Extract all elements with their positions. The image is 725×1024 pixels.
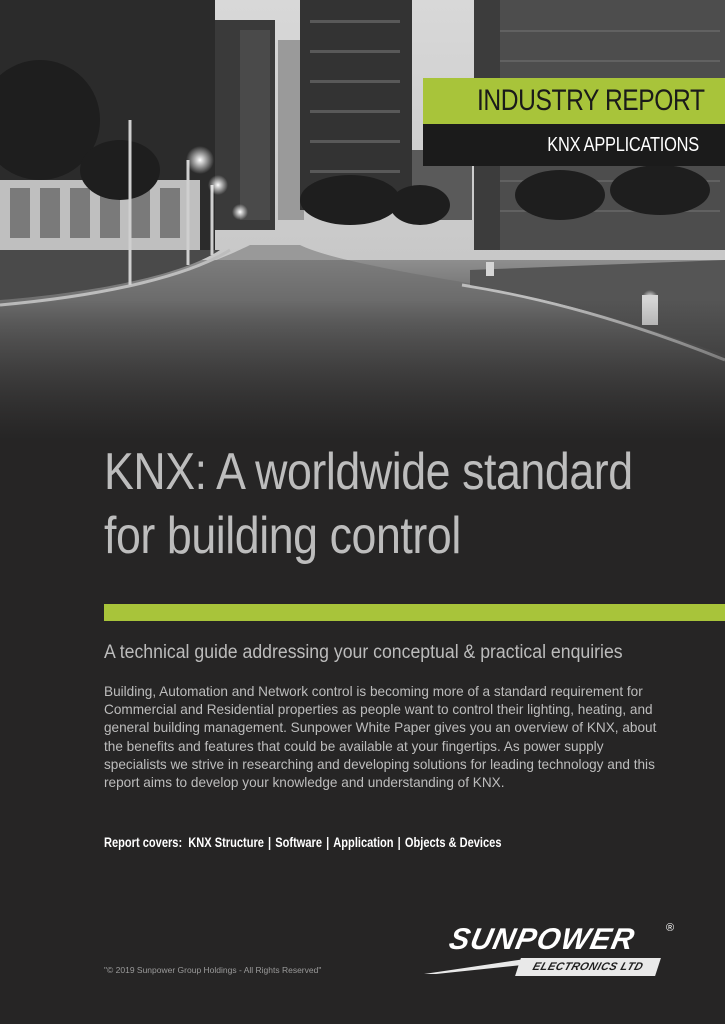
covers-separator: |: [326, 835, 330, 850]
sunpower-logo: [422, 924, 682, 980]
logo-wordmark: SUNPOWER: [446, 923, 638, 956]
covers-label: Report covers:: [104, 835, 183, 850]
covers-item: Objects & Devices: [404, 835, 502, 850]
report-type-tag: [423, 78, 725, 166]
page-title: [104, 440, 714, 568]
covers-separator: |: [268, 835, 272, 850]
registered-mark: ®: [666, 922, 675, 934]
covers-item: Application: [333, 835, 394, 850]
report-covers: [104, 835, 589, 850]
subtitle: A technical guide addressing your conceptual & practical enquiries: [104, 642, 623, 663]
logo-tagline: ELECTRONICS LTD: [515, 958, 661, 976]
accent-divider: [104, 604, 725, 621]
covers-item: Software: [275, 835, 323, 850]
title-line-2: for building control: [104, 507, 461, 565]
covers-item: KNX Structure: [188, 835, 264, 850]
report-type-label: INDUSTRY REPORT: [423, 78, 725, 124]
covers-separator: |: [397, 835, 401, 850]
copyright-notice: "© 2019 Sunpower Group Holdings - All Rights Reserved": [104, 965, 322, 975]
intro-paragraph: Building, Automation and Network control is becoming more of a standard requirement for Commercial and Residential properties as people want to control their lighting, heating, and general building management. Sunpower White Paper gives you an overview of KNX, about the benefits and features that could be available at your fingertips. As power supply specialists we strive in researching and developing solutions for leading technology and this report aims to develop your knowledge and understanding of KNX.: [104, 684, 657, 791]
city-street-night-photo: [0, 0, 725, 440]
title-line-1: KNX: A worldwide standard: [104, 443, 633, 501]
report-topic-label: KNX APPLICATIONS: [423, 124, 725, 166]
